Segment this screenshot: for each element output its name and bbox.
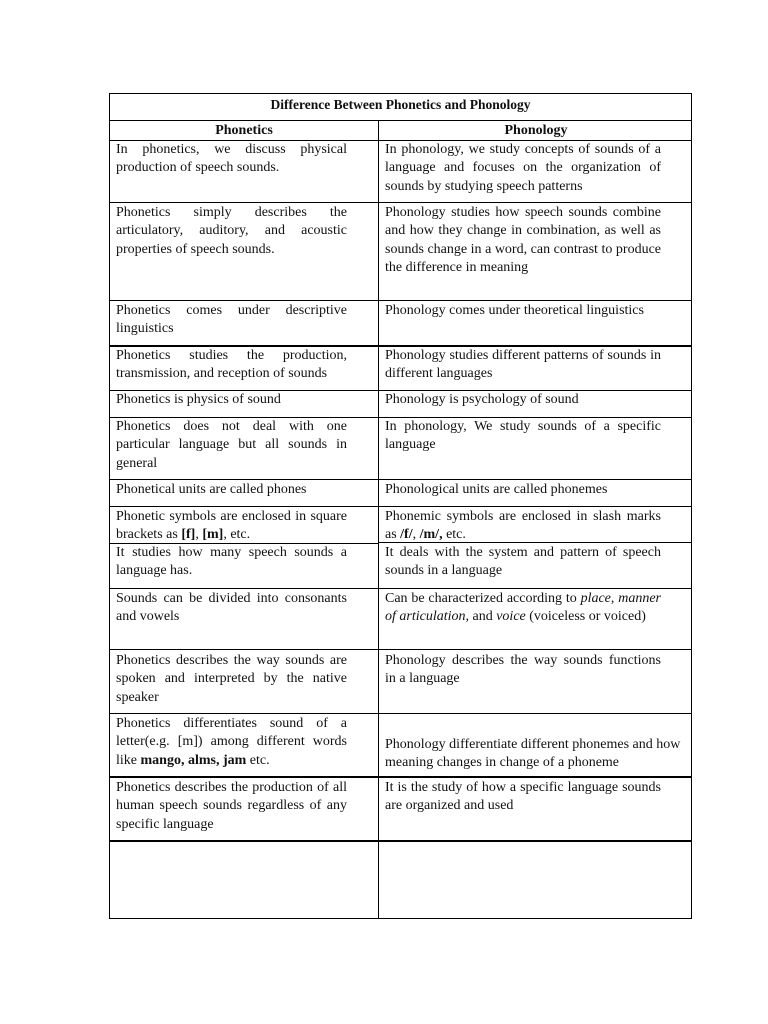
table-cell xyxy=(385,481,661,499)
table-cell xyxy=(116,481,347,499)
table-cell xyxy=(385,736,681,773)
cell-text-run: Can be characterized according to xyxy=(385,591,581,606)
cell-text-run: , xyxy=(195,527,203,543)
cell-text-run: Phonology studies different patterns of sounds in different languages xyxy=(385,348,661,382)
cell-text-run: Phonology comes under theoretical linguistics xyxy=(385,303,644,318)
cell-text-run: It studies how many speech sounds a language has. xyxy=(116,545,347,579)
table-cell xyxy=(116,715,347,770)
cell-text-run: In phonology, We study sounds of a specific language xyxy=(385,419,661,453)
cell-text-run: , etc. xyxy=(223,527,251,543)
cell-text-run: etc. xyxy=(442,527,466,543)
cell-text-run: Phonology describes the way sounds functions in a language xyxy=(385,653,661,687)
table-cell xyxy=(385,141,661,196)
cell-text-run: [m] xyxy=(202,527,224,543)
cell-text-run: Phonetics differentiates sound of a letter(e.g. [m]) among different words like xyxy=(116,716,347,768)
table-cell xyxy=(385,508,661,545)
row-divider xyxy=(110,840,691,842)
table-cell xyxy=(385,347,661,384)
table-cell xyxy=(116,590,347,627)
table-cell xyxy=(116,779,347,834)
cell-text-run: Phonology is psychology of sound xyxy=(385,392,579,407)
cell-text-run: Phonemic symbols are enclosed in slash marks as xyxy=(385,509,661,543)
table-cell xyxy=(116,391,347,409)
table-cell xyxy=(116,141,347,178)
cell-text-run: and xyxy=(469,609,497,625)
cell-text-run: (voiceless or voiced) xyxy=(525,609,646,625)
table-cell xyxy=(385,590,661,627)
column-header-phonology: Phonology xyxy=(504,123,568,138)
row-divider xyxy=(110,649,691,650)
cell-text-run: Phonetics does not deal with one particular language but all sounds in general xyxy=(116,419,347,471)
table-cell xyxy=(116,652,347,707)
cell-text-run: Phonology studies how speech sounds combine and how they change in combination, as well as sounds change in a word, can contrast to produce the difference in meaning xyxy=(385,205,661,275)
row-divider xyxy=(110,588,691,589)
table-title: Difference Between Phonetics and Phonology xyxy=(110,94,691,121)
table-cell xyxy=(385,418,661,455)
row-divider xyxy=(110,506,691,507)
row-divider xyxy=(110,202,691,203)
table-cell xyxy=(116,418,347,473)
cell-text-run: Phonetical units are called phones xyxy=(116,482,307,497)
column-divider xyxy=(378,121,379,918)
cell-text-run: , xyxy=(412,527,420,543)
cell-text-run: It deals with the system and pattern of speech sounds in a language xyxy=(385,545,661,579)
cell-text-run: Phonology differentiate different phonemes and how meaning changes in change of a phoneme xyxy=(385,737,681,771)
cell-text-run: Phonetics describes the production of all human speech sounds regardless of any specific language xyxy=(116,780,347,832)
table-cell xyxy=(385,204,661,277)
cell-text-run: , xyxy=(610,591,619,606)
cell-text-run: Phonological units are called phonemes xyxy=(385,482,608,497)
cell-text-run: [f] xyxy=(181,527,196,543)
table-cell xyxy=(116,544,347,581)
comparison-table xyxy=(109,93,692,919)
cell-text-run: place xyxy=(580,591,611,606)
cell-text-run: Sounds can be divided into consonants and vowels xyxy=(116,591,347,625)
row-divider xyxy=(110,479,691,480)
cell-text-run: /m/, xyxy=(419,527,443,543)
table-cell xyxy=(385,544,661,581)
table-cell xyxy=(116,508,347,545)
cell-text-run: Phonetics comes under descriptive linguistics xyxy=(116,303,347,337)
cell-text-run: In phonetics, we discuss physical production of speech sounds. xyxy=(116,142,347,176)
table-cell xyxy=(385,391,661,409)
cell-text-run: mango, alms, jam xyxy=(140,752,247,768)
cell-text-run: etc. xyxy=(246,752,270,768)
row-divider xyxy=(110,300,691,301)
cell-text-run: Phonetics studies the production, transmission, and reception of sounds xyxy=(116,348,347,382)
cell-text-run: In phonology, we study concepts of sounds of a language and focuses on the organization of sounds by studying speech patterns xyxy=(385,142,661,194)
table-cell xyxy=(116,347,347,384)
column-header-phonetics: Phonetics xyxy=(215,123,273,138)
table-cell xyxy=(116,204,347,259)
table-cell xyxy=(385,302,661,320)
cell-text-run: manner of articulation, xyxy=(385,591,661,625)
table-cell xyxy=(116,302,347,339)
row-divider xyxy=(110,713,691,714)
table-cell xyxy=(385,652,661,689)
row-divider xyxy=(110,776,691,778)
cell-text-run: voice xyxy=(496,609,526,625)
cell-text-run: Phonetics simply describes the articulatory, auditory, and acoustic properties of speech sounds. xyxy=(116,205,347,257)
cell-text-run: /f/ xyxy=(400,527,413,543)
cell-text-run: It is the study of how a specific language sounds are organized and used xyxy=(385,780,661,814)
cell-text-run: Phonetics is physics of sound xyxy=(116,392,281,407)
table-cell xyxy=(385,779,661,816)
cell-text-run: Phonetics describes the way sounds are spoken and interpreted by the native speaker xyxy=(116,653,347,705)
cell-text-run: Phonetic symbols are enclosed in square brackets as xyxy=(116,509,347,543)
